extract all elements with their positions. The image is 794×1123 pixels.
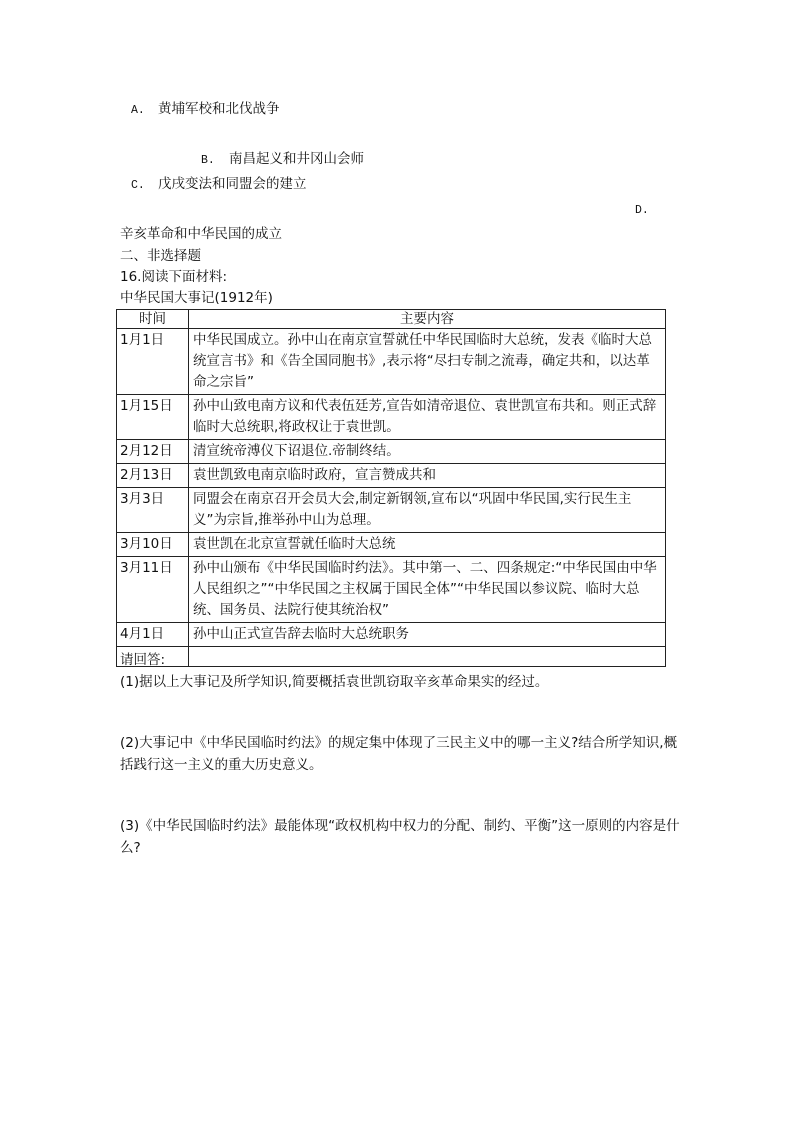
event-date: 1月15日 xyxy=(117,395,189,440)
option-c-letter: C. xyxy=(131,179,145,192)
event-content: 孙中山正式宣告辞去临时大总统职务 xyxy=(189,623,666,647)
option-a-letter: A. xyxy=(131,104,145,117)
event-content: 同盟会在南京召开会员大会,制定新钢领,宣布以“巩固中华民国,实行民生主义”为宗旨,推举孙中山为总理。 xyxy=(189,488,666,533)
event-content xyxy=(189,647,666,667)
event-content: 孙中山颁布《中华民国临时约法》。其中第一、二、四条规定:“中华民国由中华人民组织之”“中华民国之主权属于国民全体”“中华民国以参议院、临时大总统、国务员、法院行使其统治权” xyxy=(189,557,666,623)
event-date: 3月10日 xyxy=(117,533,189,557)
option-b-letter: B. xyxy=(201,154,215,167)
table-header-row xyxy=(117,310,666,329)
option-d-letter: D. xyxy=(635,204,649,217)
option-b-text: 南昌起义和井冈山会师 xyxy=(229,151,364,167)
event-content: 袁世凯致电南京临时政府，宣言赞成共和 xyxy=(189,464,666,488)
table-row-empty xyxy=(117,647,666,667)
event-date: 1月1日 xyxy=(117,329,189,395)
section-title: 二、非选择题 xyxy=(120,248,201,264)
column-header-time: 时间 xyxy=(117,310,189,329)
question-3: (3)《中华民国临时约法》最能体现“政权机构中权力的分配、制约、平衡”这一原则的内容是什么? xyxy=(120,818,680,856)
event-date: 3月11日 xyxy=(117,557,189,623)
table-row xyxy=(117,557,666,623)
event-content: 袁世凯在北京宣誓就任临时大总统 xyxy=(189,533,666,557)
question-2: (2)大事记中《中华民国临时约法》的规定集中体现了三民主义中的哪一主义?结合所学知识,概括践行这一主义的重大历史意义。 xyxy=(120,735,678,773)
event-date: 2月12日 xyxy=(117,440,189,464)
table-row xyxy=(117,464,666,488)
event-date: 2月13日 xyxy=(117,464,189,488)
answer-prompt: 请回答: xyxy=(120,652,166,668)
table-row xyxy=(117,623,666,647)
option-c-text: 戊戌变法和同盟会的建立 xyxy=(158,176,307,192)
table-row xyxy=(117,488,666,533)
table-row xyxy=(117,329,666,395)
event-date: 3月3日 xyxy=(117,488,189,533)
event-content: 清宣统帝溥仪下诏退位.帝制终结。 xyxy=(189,440,666,464)
table-row xyxy=(117,533,666,557)
column-header-content: 主要内容 xyxy=(189,310,666,329)
event-content: 孙中山致电南方议和代表伍廷芳,宣告如清帝退位、袁世凯宣布共和。则正式辞临时大总统职,将政权让于袁世凯。 xyxy=(189,395,666,440)
table-row xyxy=(117,440,666,464)
question-intro: 16.阅读下面材料: xyxy=(120,269,228,285)
table-title: 中华民国大事记(1912年) xyxy=(120,290,273,306)
option-a-text: 黄埔军校和北伐战争 xyxy=(158,101,280,117)
event-date: 4月1日 xyxy=(117,623,189,647)
question-1: (1)据以上大事记及所学知识,简要概括袁世凯窃取辛亥革命果实的经过。 xyxy=(120,674,549,690)
option-d-text: 辛亥革命和中华民国的成立 xyxy=(120,226,282,242)
events-table xyxy=(116,309,666,667)
table-row xyxy=(117,395,666,440)
event-content: 中华民国成立。孙中山在南京宣誓就任中华民国临时大总统，发表《临时大总统宣言书》和《告全国同胞书》,表示将“尽扫专制之流毒，确定共和，以达革命之宗旨” xyxy=(189,329,666,395)
